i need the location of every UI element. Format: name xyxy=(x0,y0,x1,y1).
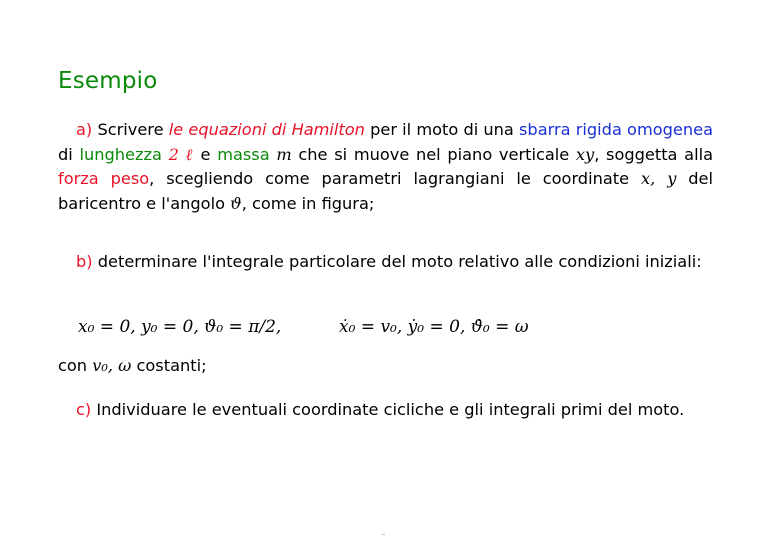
part-c-marker: c) xyxy=(76,400,92,419)
constants-symbols: v₀, ω xyxy=(92,356,132,375)
constants-line: con v₀, ω costanti; xyxy=(58,356,207,375)
part-b-paragraph xyxy=(58,250,713,275)
length-text: lunghezza xyxy=(79,144,162,164)
part-c-text: Individuare le eventuali coordinate cicliche e gli integrali primi del moto. xyxy=(96,400,685,419)
plane-symbol: xy xyxy=(575,144,595,164)
initial-position-conditions: x₀ = 0, y₀ = 0, ϑ₀ = π/2, xyxy=(78,317,282,337)
part-b-text: determinare l'integrale particolare del moto relativo alle condizioni iniziali: xyxy=(97,252,702,271)
part-a-paragraph: a) Scrivere le equazioni di Hamilton per il moto di una sbarra rigida omogenea di lunghezza 2 ℓ e massa m che si muove nel piano verticale xy, soggetta alla forza peso, scegliendo come parametri lagrangiani le coordinate x, y del baricentro e l'angolo ϑ, come in figura; xyxy=(58,120,713,213)
initial-velocity-conditions: ẋ₀ = v₀, ẏ₀ = 0, ϑ̇₀ = ω xyxy=(339,317,529,337)
mass-text: massa xyxy=(217,144,270,164)
hamilton-equations-text: le equazioni di Hamilton xyxy=(168,120,365,139)
part-a-marker: a) xyxy=(76,120,93,139)
part-c-paragraph xyxy=(76,398,736,423)
part-b-marker: b) xyxy=(76,252,93,271)
weight-force-text: forza peso xyxy=(58,169,150,188)
angle-symbol: ϑ xyxy=(230,193,242,213)
page-mark xyxy=(382,534,385,535)
slide-title: Esempio xyxy=(58,68,158,94)
length-symbol: 2 ℓ xyxy=(168,144,194,164)
rigid-bar-text: sbarra rigida omogenea xyxy=(519,120,713,139)
coordinates-symbol: x, y xyxy=(641,169,677,188)
mass-symbol: m xyxy=(276,144,292,164)
